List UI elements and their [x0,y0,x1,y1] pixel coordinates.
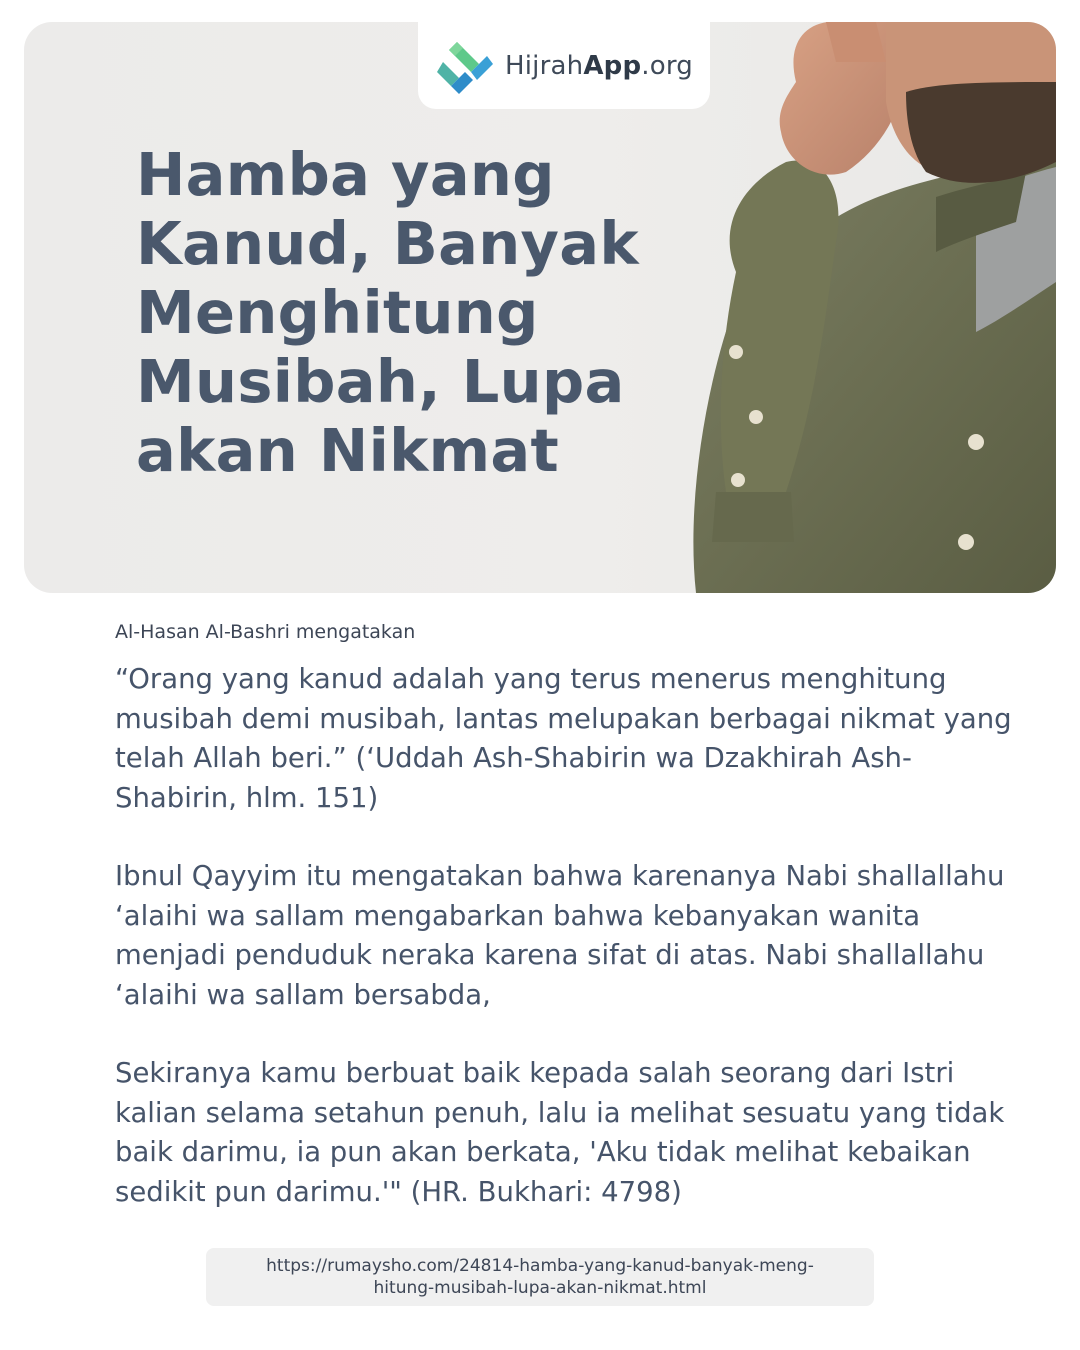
man-thinking-photo [676,22,1056,593]
page-title: Hamba yang Kanud, Banyak Menghitung Musibah, Lupa akan Nikmat [136,140,639,485]
hijrahapp-logo-icon [435,36,495,96]
quote-attribution: Al-Hasan Al-Bashri mengatakan [115,621,416,643]
hero-card [24,22,1056,593]
explanation-paragraph: Ibnul Qayyim itu mengatakan bahwa karenanya Nabi shallallahu ‘alaihi wa sallam mengabarkan bahwa kebanyakan wanita menjadi penduduk neraka karena sifat di atas. Nabi shallallahu ‘alaihi wa sallam bersabda, [115,860,1005,1011]
brand-name: HijrahApp.org [505,50,693,81]
logo-header[interactable] [418,22,710,109]
source-box [206,1248,874,1306]
hadith-paragraph: Sekiranya kamu berbuat baik kepada salah seorang dari Istri kalian selama setahun penuh, lalu ia melihat sesuatu yang tidak baik darimu, ia pun akan berkata, 'Aku tidak melihat kebaikan sedikit pun darimu.'" (HR. Bukhari: 4798) [115,1057,1005,1208]
quote-paragraph: “Orang yang kanud adalah yang terus menerus menghitung musibah demi musibah, lantas melupakan berbagai nikmat yang telah Allah beri.” (‘Uddah Ash-Shabirin wa Dzakhirah Ash-Shabirin, hlm. 151) [115,663,1012,814]
source-link[interactable]: https://rumaysho.com/24814-hamba-yang-kanud-banyak-meng- hitung-musibah-lupa-akan-nikmat.html [266,1256,814,1298]
